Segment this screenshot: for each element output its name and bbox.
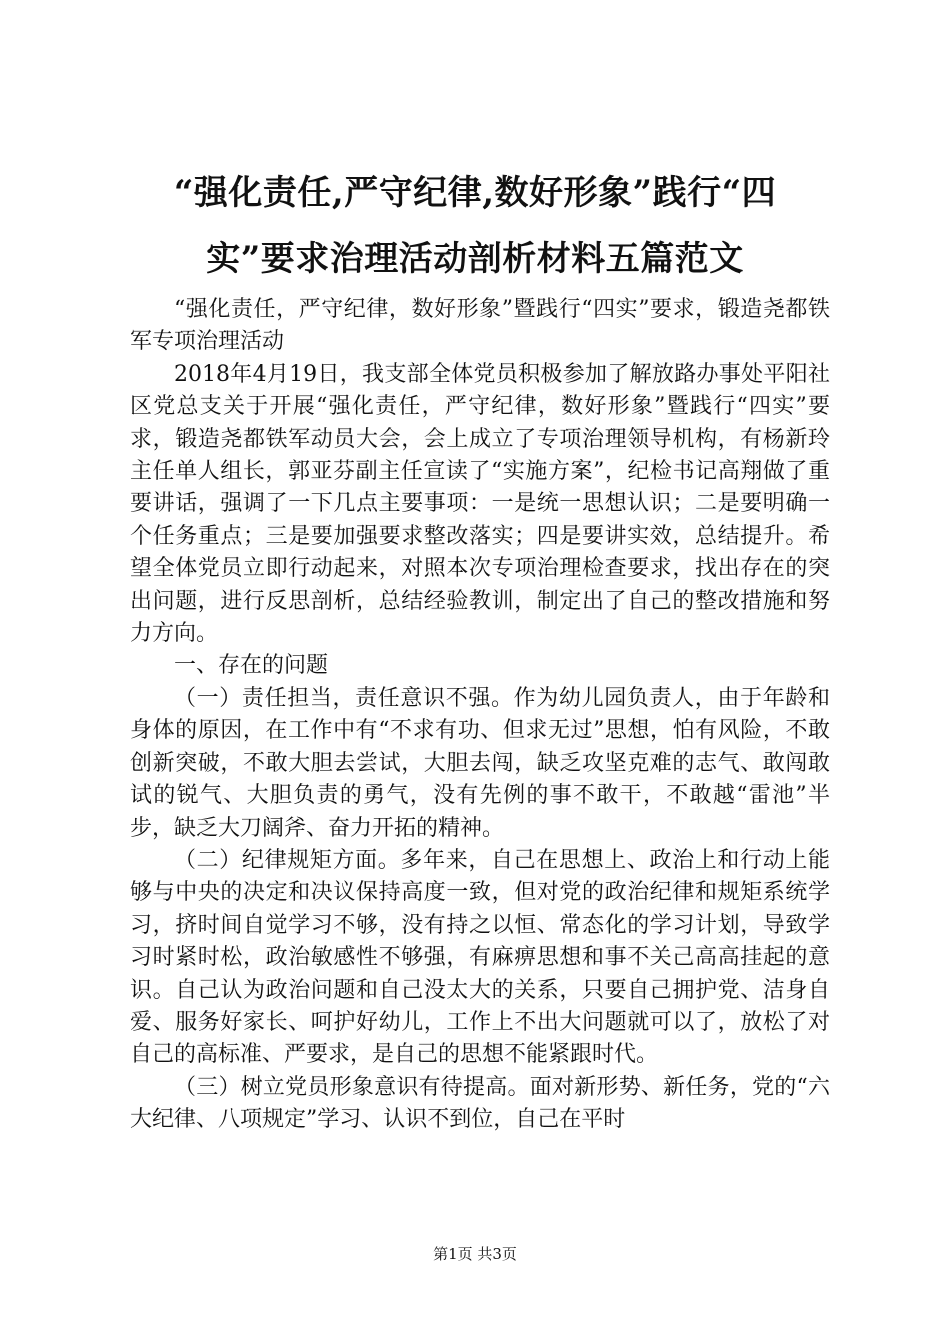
- page-number-footer: 第1页 共3页: [433, 1245, 517, 1263]
- document-title: [110, 160, 840, 292]
- paragraph-meeting: 2018年4月19日，我支部全体党员积极参加了解放路办事处平阳社区党总支关于开展“强化责任，严守纪律，数好形象”暨践行“四实”要求，锻造尧都铁军动员大会，会上成立了专项治理领导机构，有杨新玲主任单人组长，郭亚芬副主任宣读了“实施方案”，纪检书记高翔做了重要讲话，强调了一下几点主要事项：一是统一思想认识；二是要明确一个任务重点；三是要加强要求整改落实；四是要讲实效，总结提升。希望全体党员立即行动起来，对照本次专项治理检查要求，找出存在的突出问题，进行反思剖析，总结经验教训，制定出了自己的整改措施和努力方向。: [130, 361, 830, 647]
- paragraph-problem-1: （一）责任担当，责任意识不强。作为幼儿园负责人，由于年龄和身体的原因，在工作中有“不求有功、但求无过”思想，怕有风险，不敢创新突破，不敢大胆去尝试，大胆去闯，缺乏攻坚克难的志气、敢闯敢试的锐气、大胆负责的勇气，没有先例的事不敢干，不敢越“雷池”半步，缺乏大刀阔斧、奋力开拓的精神。: [130, 685, 830, 841]
- title-line-1: “强化责任,严守纪律,数好形象”践行“四: [173, 173, 777, 213]
- paragraph-intro: “强化责任，严守纪律，数好形象”暨践行“四实”要求，锻造尧都铁军专项治理活动: [130, 297, 830, 355]
- title-line-2: 实”要求治理活动剖析材料五篇范文: [206, 239, 744, 279]
- paragraph-problem-2: （二）纪律规矩方面。多年来，自己在思想上、政治上和行动上能够与中央的决定和决议保持高度一致，但对党的政治纪律和规矩系统学习，挤时间自觉学习不够，没有持之以恒、常态化的学习计划，导致学习时紧时松，政治敏感性不够强，有麻痹思想和事不关己高高挂起的意识。自己认为政治问题和自己没太大的关系，只要自己拥护党、洁身自爱、服务好家长、呵护好幼儿，工作上不出大问题就可以了，放松了对自己的高标准、严要求，是自己的思想不能紧跟时代。: [130, 847, 830, 1068]
- section-heading-problems: 一、存在的问题: [174, 653, 329, 679]
- paragraph-problem-3: （三）树立党员形象意识有待提高。面对新形势、新任务，党的“六大纪律、八项规定”学习、认识不到位，自己在平时: [130, 1074, 830, 1133]
- document-body: [130, 294, 830, 1137]
